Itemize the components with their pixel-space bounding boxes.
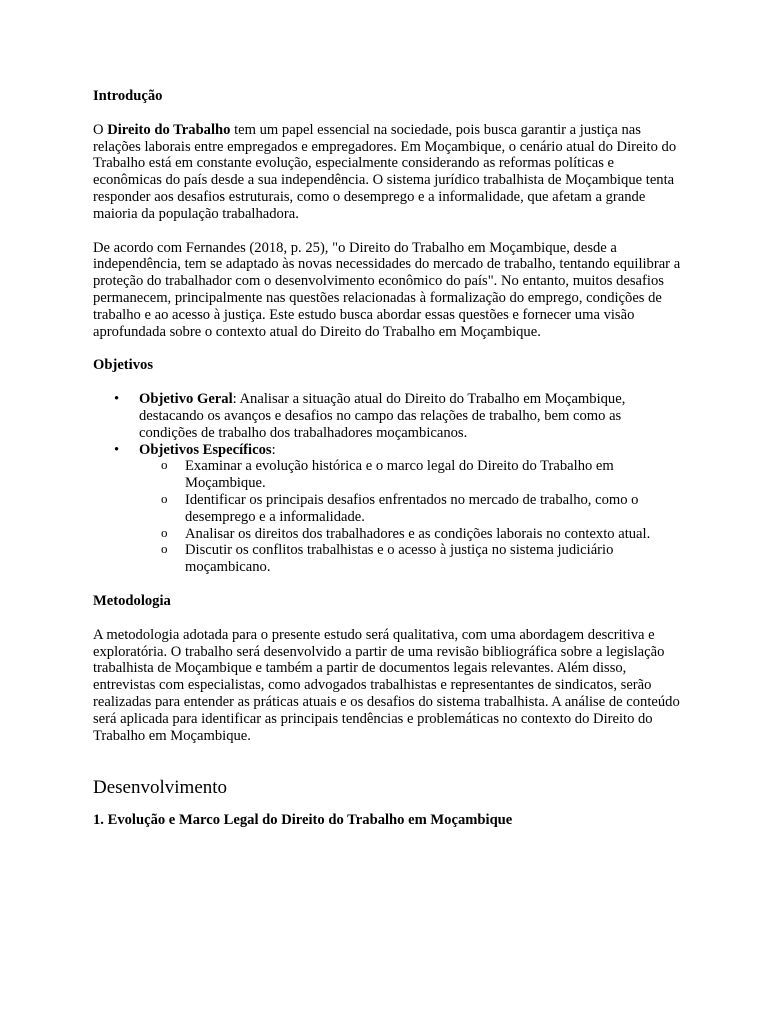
intro-p1-rest: tem um papel essencial na sociedade, pois busca garantir a justiça nas relações laborais entre empregados e empregadores. Em Moçambique, o cenário atual do Direito do Trabalho está em constante evolução, especialmente considerando as reformas políticas e econômicas do país desde a sua independência. O sistema jurídico trabalhista de Moçambique tenta responder aos desafios estruturais, como o desemprego e a informalidade, que afetam a grande maioria da população trabalhadora.: [93, 121, 677, 222]
list-item: [139, 458, 683, 492]
objetivos-heading: Objetivos: [93, 357, 153, 374]
intro-heading: Introdução: [93, 88, 163, 104]
objetivos-especificos-item: [93, 442, 683, 576]
objetivos-especificos-label: Objetivos Específicos: [139, 441, 272, 458]
especifico-text: Analisar os direitos dos trabalhadores e as condições laborais no contexto atual.: [185, 525, 651, 542]
bullet-icon: •: [114, 441, 120, 458]
especifico-text: Examinar a evolução histórica e o marco legal do Direito do Trabalho em Moçambique.: [185, 458, 614, 492]
especifico-text: Identificar os principais desafios enfrentados no mercado de trabalho, como o desemprego e a informalidade.: [185, 491, 639, 525]
desenvolvimento-subheading: 1. Evolução e Marco Legal do Direito do Trabalho em Moçambique: [93, 812, 513, 829]
intro-p1-bold: Direito do Trabalho: [107, 121, 231, 138]
objetivos-list: [93, 391, 683, 576]
bullet-icon: •: [114, 391, 120, 408]
sub-bullet-icon: o: [161, 541, 168, 557]
objetivo-geral-item: [93, 391, 683, 441]
objetivos-especificos-colon: :: [271, 441, 276, 458]
intro-p1-prefix: O: [93, 121, 108, 138]
desenvolvimento-heading: Desenvolvimento: [93, 777, 228, 799]
objetivo-geral-label: Objetivo Geral: [139, 391, 233, 408]
intro-paragraph-1: [93, 122, 683, 223]
metodologia-paragraph: A metodologia adotada para o presente estudo será qualitativa, com uma abordagem descritiva e exploratória. O trabalho será desenvolvido a partir de uma revisão bibliográfica sobre a legislação trabalhista de Moçambique e também a partir de documentos legais relevantes. Além disso, entrevistas com especialistas, como advogados trabalhistas e representantes de sindicatos, serão realizadas para entender as práticas atuais e os desafios do sistema trabalhista. A análise de conteúdo será aplicada para identificar as principais tendências e problemáticas no contexto do Direito do Trabalho em Moçambique.: [93, 626, 680, 744]
metodologia-heading: Metodologia: [93, 592, 171, 609]
list-item: [139, 542, 683, 576]
objetivos-especificos-list: [139, 458, 683, 576]
sub-bullet-icon: o: [161, 490, 168, 506]
list-item: [139, 492, 683, 526]
intro-paragraph-2: De acordo com Fernandes (2018, p. 25), "o Direito do Trabalho em Moçambique, desde a independência, tem se adaptado às novas necessidades do mercado de trabalho, tentando equilibrar a proteção do trabalhador com o desenvolvimento econômico do país". No entanto, muitos desafios permanecem, principalmente nas questões relacionadas à formalização do emprego, condições de trabalho e ao acesso à justiça. Este estudo busca abordar essas questões e fornecer uma visão aprofundada sobre o contexto atual do Direito do Trabalho em Moçambique.: [93, 239, 681, 340]
sub-bullet-icon: o: [161, 524, 168, 540]
especifico-text: Discutir os conflitos trabalhistas e o acesso à justiça no sistema judiciário moçambicano.: [185, 542, 614, 576]
sub-bullet-icon: o: [161, 457, 168, 473]
list-item: [139, 526, 683, 543]
document-body: [93, 88, 683, 829]
objetivo-geral-text: : Analisar a situação atual do Direito do Trabalho em Moçambique, destacando os avanços e desafios no campo das relações de trabalho, bem como as condições de trabalho dos trabalhadores moçambicanos.: [139, 391, 626, 441]
